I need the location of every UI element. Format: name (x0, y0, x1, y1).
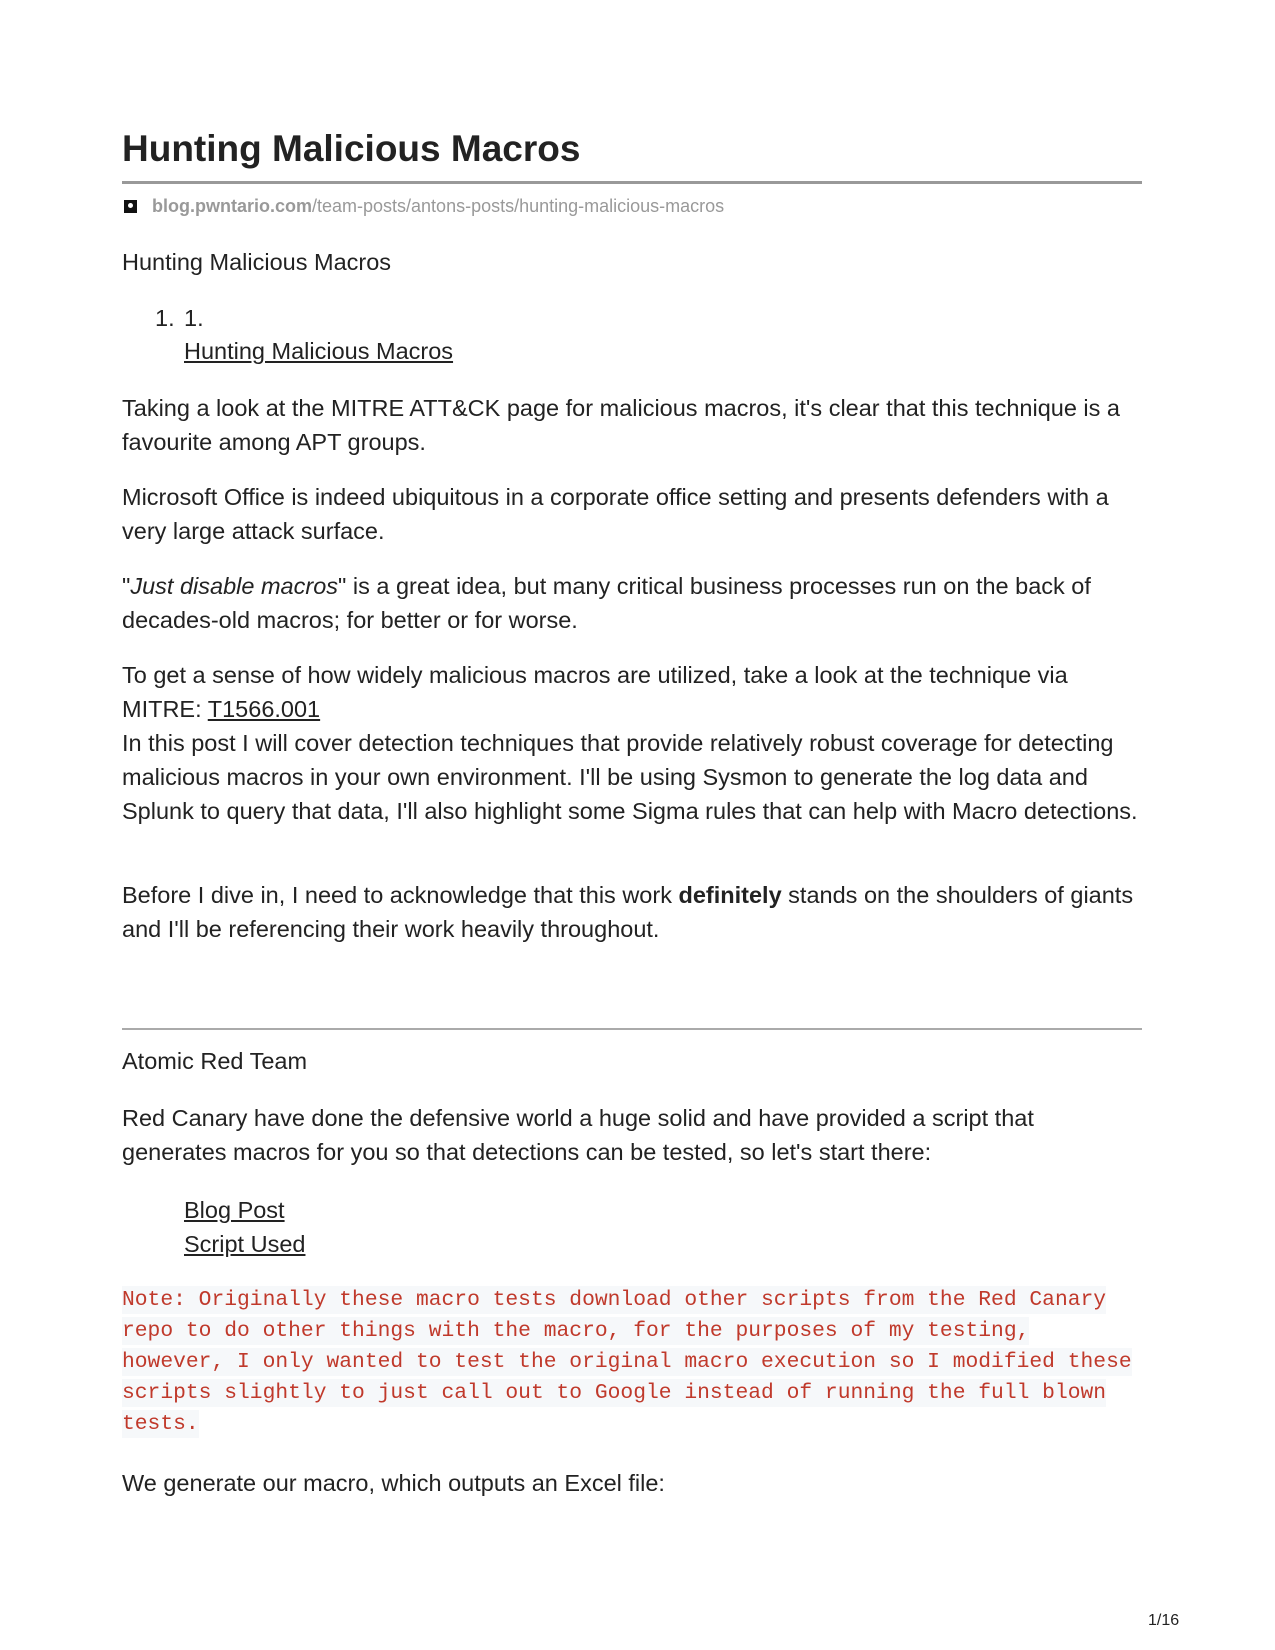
intro-heading: Hunting Malicious Macros (122, 249, 392, 275)
toc-marker-inner: 1. (184, 305, 204, 331)
emphasis-text: Just disable macros (130, 573, 339, 599)
toc-marker-outer: 1. (155, 305, 175, 331)
source-path: /team-posts/antons-posts/hunting-malicious-macros (312, 196, 725, 216)
code-note: Note: Originally these macro tests download other scripts from the Red Canary repo to do other things with the macro, for the purposes of my testing, however, I only wanted to test the original macro execution so I modified these scripts slightly to just call out to Google instead of running the full blown tests. (122, 1288, 1132, 1436)
source-host: blog.pwntario.com (152, 196, 312, 216)
paragraph-generate: We generate our macro, which outputs an Excel file: (122, 1470, 665, 1496)
paragraph-red-canary: Red Canary have done the defensive world a huge solid and have provided a script that generates macros for you so that detections can be tested, so let's start there: (122, 1105, 1034, 1165)
site-favicon-icon (122, 200, 138, 214)
paragraph-acknowledge: Before I dive in, I need to acknowledge that this work definitely stands on the shoulders of giants and I'll be referencing their work heavily throughout. (122, 882, 1134, 942)
page-number: 1/16 (1148, 1612, 1180, 1629)
paragraph-coverage: In this post I will cover detection techniques that provide relatively robust coverage for detecting malicious macros in your own environment. I'll be using Sysmon to generate the log data and Splunk to query that data, I'll also highlight some Sigma rules that can help with Macro detections. (122, 730, 1138, 824)
toc-link[interactable]: Hunting Malicious Macros (184, 338, 454, 364)
title-divider (122, 181, 1142, 184)
strong-text: definitely (678, 882, 782, 908)
paragraph-technique: To get a sense of how widely malicious macros are utilized, take a look at the technique via MITRE: T1566.001 (122, 662, 1068, 722)
blog-post-link[interactable]: Blog Post (184, 1197, 285, 1223)
paragraph-mitre: Taking a look at the MITRE ATT&CK page for malicious macros, it's clear that this technique is a favourite among APT groups. (122, 395, 1121, 455)
paragraph-disable-macros: "Just disable macros" is a great idea, but many critical business processes run on the back of decades-old macros; for better or for worse. (122, 573, 1091, 633)
paragraph-office: Microsoft Office is indeed ubiquitous in a corporate office setting and presents defenders with a very large attack surface. (122, 484, 1109, 544)
section-divider (122, 1028, 1142, 1030)
script-used-link[interactable]: Script Used (184, 1231, 306, 1257)
source-url[interactable] (122, 196, 724, 217)
page-title: Hunting Malicious Macros (122, 128, 581, 169)
section-heading: Atomic Red Team (122, 1048, 308, 1074)
technique-link[interactable]: T1566.001 (207, 696, 321, 722)
